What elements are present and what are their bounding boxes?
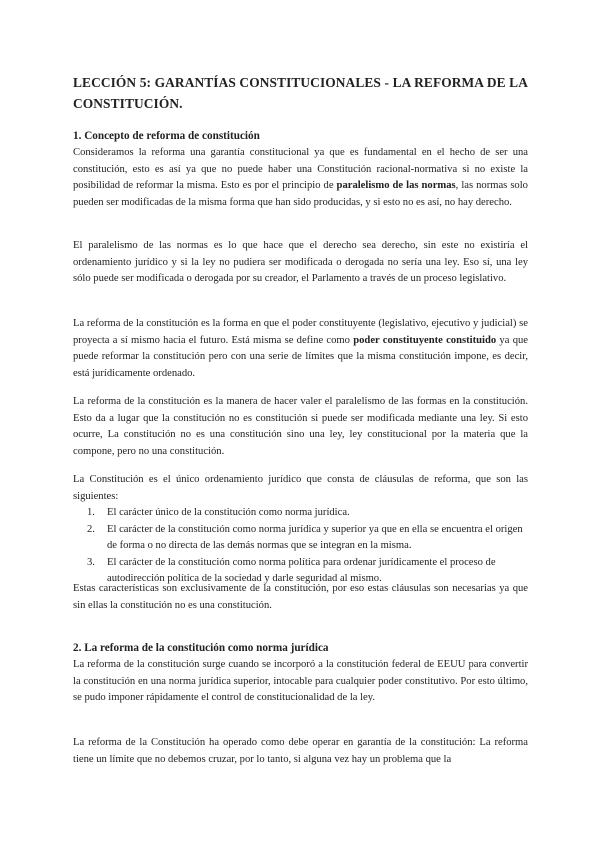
section-1-paragraph-5: La Constitución es el único ordenamiento jurídico que consta de cláusulas de reforma, que son las siguientes: xyxy=(73,474,528,502)
paragraph-text: Consideramos la reforma una garantía constitucional ya que es fundamental en el hecho de ser una constitución, esto es así ya que no puede haber una Constitución racional-normativa si no existe la posibilidad de reformar la misma. Esto es por el principio de xyxy=(73,147,528,192)
paragraph-text: La reforma de la constitución es la forma en que el poder constituyente (legislativo, ejecutivo y judicial) se proyecta a sí mismo hacia el futuro. Está misma se define como xyxy=(73,318,528,346)
section-1-paragraph-6: Estas características son exclusivamente de la constitución, por eso estas cláusulas son necesarias ya que sin ellas la constitución no es una constitución. xyxy=(73,583,528,611)
section-1-paragraph-4: La reforma de la constitución es la manera de hacer valer el paralelismo de las formas en la constitución. Esto da a lugar que la constitución no es constitución si puede ser modificada mediante una ley. Si esto ocurre, La constitución no es una constitución sino una ley, ley constitucional por la materia que la compone, pero no una constitución. xyxy=(73,396,528,457)
section-2-paragraph-1: La reforma de la constitución surge cuando se incorporó a la constitución federal de EEUU para convertir la constitución en una norma jurídica superior, intocable para cualquier poder constitutivo. Por esto último, se pudo imponer rápidamente el control de constitucionalidad de la ley. xyxy=(73,659,528,704)
paragraph-text: , las normas solo pueden ser modificadas de la misma forma que han sido producidas, y si esto no es así, no hay derecho. xyxy=(73,180,528,208)
list-text: El carácter de la constitución como norma jurídica y superior ya que en ella se encuentra el origen de forma o no directa de las demás normas que se integran en la misma. xyxy=(107,523,523,552)
list-number: 1. xyxy=(87,507,95,518)
list-item xyxy=(73,505,528,522)
list-number: 3. xyxy=(87,556,95,568)
paragraph-text: ya que puede reformar la constitución pero con una serie de límites que la misma constitución impone, es decir, está jurídicamente ordenado. xyxy=(73,334,528,379)
section-1-paragraph-2: El paralelismo de las normas es lo que hace que el derecho sea derecho, sin este no existiría el ordenamiento jurídico y si la ley no pudiera ser modificada o derogada no sería una ley. Eso sí, una ley sólo puede ser modificada o derogada por su creador, el Parlamento a través de un proceso legislativo. xyxy=(73,240,528,285)
list-text: El carácter único de la constitución como norma jurídica. xyxy=(107,507,350,518)
list-number: 2. xyxy=(87,523,95,535)
section-1-paragraph-1 xyxy=(73,145,528,211)
list-text: El carácter de la constitución como norma política para ordenar jurídicamente el proceso de autodirección política de la sociedad y darle seguridad al mismo. xyxy=(107,556,496,585)
section-1-paragraph-3 xyxy=(73,316,528,382)
reform-clauses-list xyxy=(73,505,528,588)
bold-term: paralelismo de las normas xyxy=(336,180,456,192)
section-2-paragraph-2: La reforma de la Constitución ha operado como debe operar en garantía de la constitución: La reforma tiene un límite que no debemos cruzar, por lo tanto, si alguna vez hay un problema que la xyxy=(73,737,528,765)
list-item xyxy=(73,522,528,555)
bold-term: poder constituyente constituido xyxy=(353,334,497,346)
section-2-heading: 2. La reforma de la constitución como norma jurídica xyxy=(73,642,329,654)
lesson-title: LECCIÓN 5: GARANTÍAS CONSTITUCIONALES - LA REFORMA DE LA CONSTITUCIÓN. xyxy=(73,75,528,111)
section-1-heading: 1. Concepto de reforma de constitución xyxy=(73,130,260,142)
